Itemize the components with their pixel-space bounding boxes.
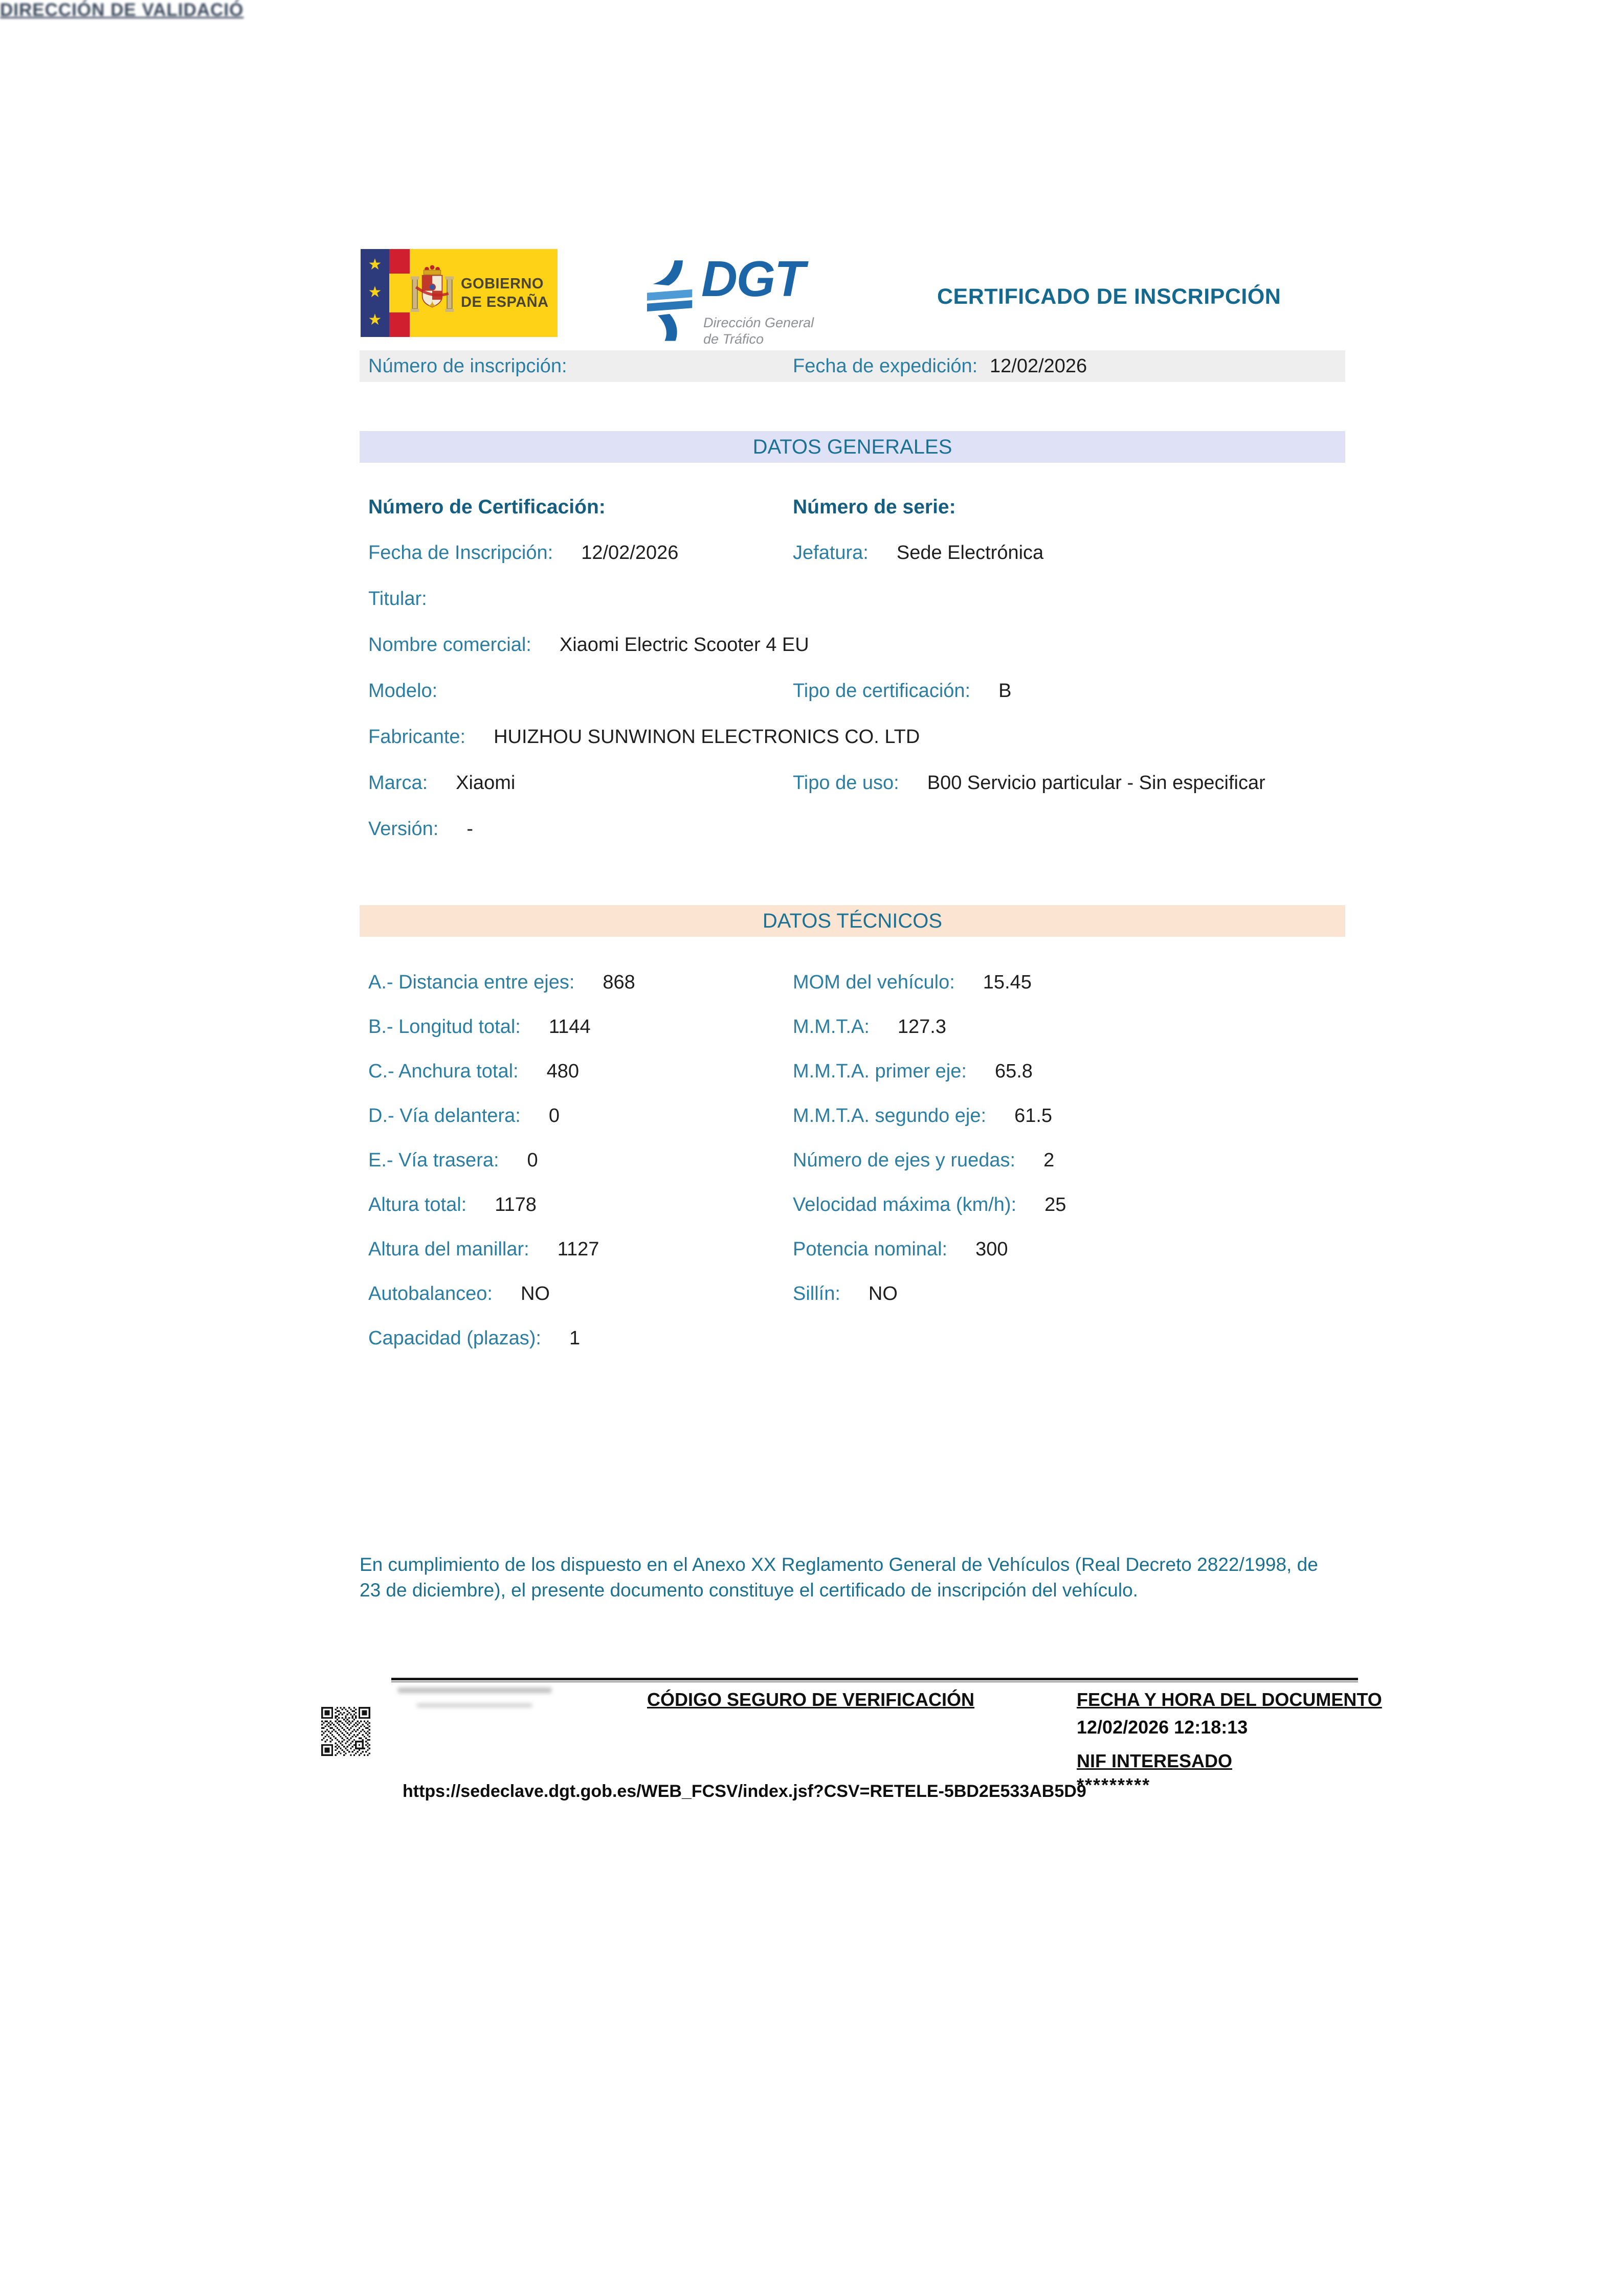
field-label: Número de ejes y ruedas:	[793, 1150, 1016, 1171]
field-label: M.M.T.A. segundo eje:	[793, 1105, 987, 1127]
nif-masked-value: *********	[1077, 1774, 1151, 1795]
spain-flag-band	[389, 249, 410, 337]
spain-coat-of-arms-icon	[410, 260, 455, 326]
field-label: M.M.T.A. primer eje:	[793, 1061, 967, 1082]
field-row	[360, 588, 1345, 634]
field-label: Tipo de uso:	[793, 772, 899, 794]
field-value: 0	[527, 1150, 538, 1171]
field-label: Modelo:	[368, 680, 438, 702]
page-title: CERTIFICADO DE INSCRIPCIÓN	[937, 284, 1281, 309]
field-value: 25	[1044, 1194, 1066, 1215]
fecha-expedicion-value: 12/02/2026	[990, 355, 1087, 377]
field-label: Sillín:	[793, 1283, 840, 1304]
field-label: Potencia nominal:	[793, 1239, 948, 1260]
dgt-wordmark: DGT	[701, 251, 804, 307]
footer-divider	[391, 1678, 1358, 1682]
field-value: 2	[1043, 1150, 1055, 1171]
datos-tecnicos-fields	[360, 972, 1345, 1372]
logo-yellow-field	[410, 249, 558, 337]
inscription-header-bar	[360, 350, 1345, 382]
field-row	[360, 1327, 1345, 1372]
field-row	[360, 1194, 1345, 1239]
illegible-print-smudge	[398, 1687, 551, 1693]
field-value: 300	[975, 1239, 1008, 1260]
document-datetime-heading: FECHA Y HORA DEL DOCUMENTO	[1077, 1689, 1382, 1710]
field-value: B	[998, 680, 1012, 702]
field-label: D.- Vía delantera:	[368, 1105, 521, 1127]
field-row	[360, 772, 1345, 818]
illegible-print-smudge	[417, 1703, 532, 1707]
field-row	[360, 542, 1345, 588]
field-label: Nombre comercial:	[368, 634, 531, 656]
field-row	[360, 818, 1345, 864]
field-value: HUIZHOU SUNWINON ELECTRONICS CO. LTD	[494, 726, 920, 748]
field-label: C.- Anchura total:	[368, 1061, 519, 1082]
field-value: NO	[868, 1283, 898, 1304]
field-value: 61.5	[1014, 1105, 1053, 1127]
field-row	[360, 680, 1345, 726]
field-label: Velocidad máxima (km/h):	[793, 1194, 1017, 1215]
legal-paragraph: En cumplimiento de los dispuesto en el Anexo XX Reglamento General de Vehículos (Real Decreto 2822/1998, de 23 de diciembre), el presente documento constituye el certificado de inscripción del vehículo.	[360, 1554, 1318, 1601]
star-icon: ★	[368, 311, 382, 328]
datos-tecnicos-section-header: DATOS TÉCNICOS	[360, 905, 1345, 937]
fecha-expedicion-label: Fecha de expedición:	[793, 355, 978, 377]
nif-heading: NIF INTERESADO	[1077, 1750, 1233, 1771]
datos-generales-section-header: DATOS GENERALES	[360, 431, 1345, 463]
field-row	[360, 634, 1345, 680]
document-datetime-value: 12/02/2026 12:18:13	[1077, 1717, 1248, 1738]
field-value: Xiaomi Electric Scooter 4 EU	[559, 634, 809, 656]
field-value: 1	[569, 1327, 581, 1349]
spain-government-logo	[361, 249, 558, 337]
field-value: 1178	[495, 1194, 537, 1215]
field-label: Autobalanceo:	[368, 1283, 493, 1304]
field-row	[360, 1105, 1345, 1150]
field-label: Altura total:	[368, 1194, 467, 1215]
field-value: 480	[546, 1061, 579, 1082]
field-row	[360, 972, 1345, 1016]
field-label: M.M.T.A:	[793, 1016, 870, 1038]
field-value: Xiaomi	[456, 772, 516, 794]
csv-verification-link[interactable]: https://sedeclave.dgt.gob.es/WEB_FCSV/index.jsf?CSV=RETELE-5BD2E533AB5D9	[403, 1782, 1086, 1801]
validation-address-heading: DIRECCIÓN DE VALIDACIÓ	[0, 0, 244, 20]
field-label: E.- Vía trasera:	[368, 1150, 499, 1171]
field-value: 15.45	[983, 972, 1032, 993]
field-row	[360, 1061, 1345, 1105]
field-label: MOM del vehículo:	[793, 972, 955, 993]
dgt-road-icon	[646, 257, 695, 343]
field-value: 127.3	[897, 1016, 946, 1038]
field-row	[360, 496, 1345, 542]
field-label: Fecha de Inscripción:	[368, 542, 553, 564]
field-value: -	[466, 818, 473, 840]
field-label: Tipo de certificación:	[793, 680, 971, 702]
field-label: Fabricante:	[368, 726, 466, 748]
field-value: 1144	[548, 1016, 591, 1038]
field-value: 12/02/2026	[581, 542, 679, 564]
field-label: B.- Longitud total:	[368, 1016, 521, 1038]
field-value: 65.8	[994, 1061, 1033, 1082]
gobierno-logo-text: GOBIERNO DE ESPAÑA	[461, 276, 549, 310]
field-row	[360, 1016, 1345, 1061]
star-icon: ★	[368, 256, 382, 273]
field-row	[360, 1150, 1345, 1194]
datos-generales-fields	[360, 496, 1345, 864]
field-label: Altura del manillar:	[368, 1239, 529, 1260]
field-value: 1127	[557, 1239, 599, 1260]
field-label: Número de serie:	[793, 496, 956, 518]
eu-flag-band	[361, 249, 389, 337]
star-icon: ★	[368, 284, 382, 301]
field-label: A.- Distancia entre ejes:	[368, 972, 575, 993]
field-row	[360, 726, 1345, 772]
field-label: Capacidad (plazas):	[368, 1327, 541, 1349]
dgt-subtitle: Dirección General de Tráfico	[703, 315, 814, 347]
field-value: NO	[520, 1283, 550, 1304]
field-value: 0	[548, 1105, 560, 1127]
field-label: Versión:	[368, 818, 439, 840]
field-label: Titular:	[368, 588, 427, 610]
field-value: B00 Servicio particular - Sin especificar	[927, 772, 1265, 794]
field-label: Marca:	[368, 772, 428, 794]
field-row	[360, 1283, 1345, 1327]
field-row	[360, 1239, 1345, 1283]
field-value: 868	[603, 972, 635, 993]
dgt-logo	[646, 251, 840, 347]
field-value: Sede Electrónica	[896, 542, 1044, 564]
field-label: Jefatura:	[793, 542, 869, 564]
csv-heading: CÓDIGO SEGURO DE VERIFICACIÓN	[647, 1689, 975, 1710]
qr-code	[321, 1707, 370, 1756]
numero-inscripcion-label: Número de inscripción:	[368, 355, 567, 377]
field-label: Número de Certificación:	[368, 496, 606, 518]
